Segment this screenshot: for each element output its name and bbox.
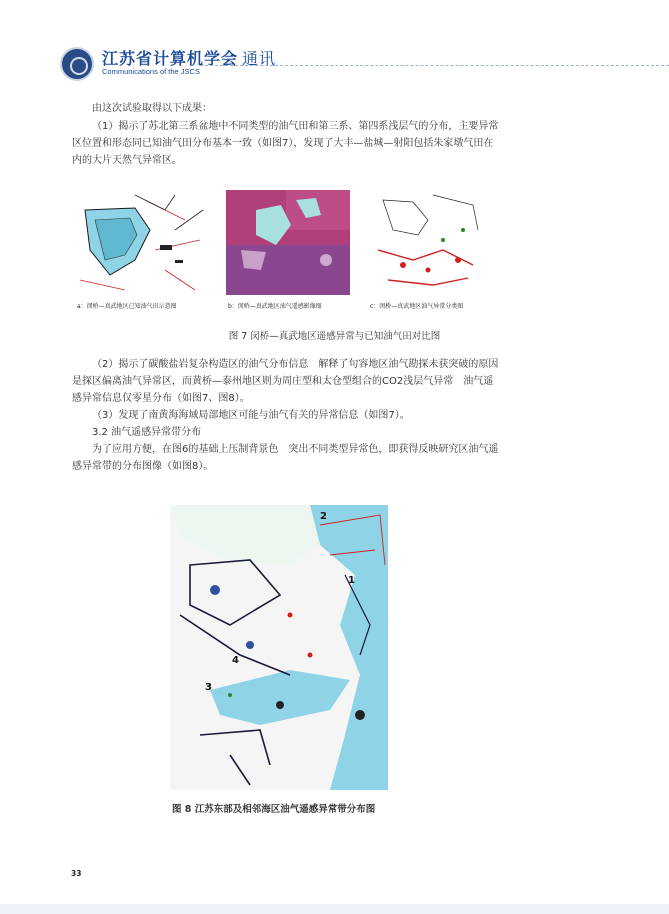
journal-title-en: Communications of the JSCS bbox=[102, 67, 200, 76]
zone-label-4: 4 bbox=[232, 655, 239, 666]
figure7-caption: 图 7 闵桥—真武地区遥感异常与已知油气田对比图 bbox=[228, 331, 441, 342]
figure7-map-c bbox=[373, 190, 485, 295]
figure8-caption: 图 8 江苏东部及相邻海区油气遥感异常带分布图 bbox=[172, 804, 376, 815]
zone-label-3: 3 bbox=[205, 682, 212, 693]
section-heading: 3.2 油气遥感异常带分布 bbox=[92, 427, 202, 438]
figure7-subcaption-b: b：闵桥—真武地区油气遥感影像图 bbox=[228, 303, 322, 310]
zone-label-2: 2 bbox=[320, 511, 327, 522]
society-seal-icon bbox=[60, 47, 94, 81]
header-divider bbox=[200, 65, 669, 66]
page-header bbox=[0, 0, 669, 90]
figure7-subcaption-a: a：闵桥—真武地区已知油气田示意图 bbox=[77, 303, 177, 310]
figure7-panel-c bbox=[373, 190, 485, 295]
figure7-map-a bbox=[75, 190, 205, 295]
figure7-panel-b bbox=[226, 190, 350, 295]
paragraph-result-3: （3）发现了南黄海海域局部地区可能与油气有关的异常信息（如图7）。 bbox=[92, 410, 410, 421]
figure7-panel-a bbox=[75, 190, 205, 295]
journal-title-suffix: 通讯 bbox=[242, 49, 277, 68]
paragraph-method: 为了应用方便，在图6的基础上压制背景色 突出不同类型异常色，即获得反映研究区油气遥感异常带的分布图像（如图8）。 bbox=[72, 444, 499, 472]
page-number: 33 bbox=[71, 869, 82, 878]
paragraph-result-2: （2）揭示了碳酸盐岩复杂构造区的油气分布信息 解释了句容地区油气勘探未获突破的原因是探区偏离油气异常区，而黄桥—泰州地区则为周庄型和太仓型组合的CO2浅层气异常 油气遥感异常信息仅零星分布（如图7、图8）。 bbox=[72, 359, 499, 404]
figure8-map bbox=[170, 505, 388, 790]
figure7-subcaption-c: c：闵桥—真武地区油气异常分类图 bbox=[370, 303, 464, 310]
figure8-anomaly-map bbox=[170, 505, 388, 790]
figure7-map-b bbox=[226, 190, 350, 295]
paragraph-result-1: （1）揭示了苏北第三系盆地中不同类型的油气田和第三系、第四系浅层气的分布，主要异常区位置和形态同已知油气田分布基本一致（如图7），发现了大丰—盐城—射阳包括朱家墩气田在内的大片天然气异常区。 bbox=[72, 121, 499, 166]
footer-band bbox=[0, 904, 669, 914]
zone-label-1: 1 bbox=[348, 575, 355, 586]
journal-title-cn: 江苏省计算机学会 bbox=[102, 49, 239, 68]
paragraph-intro: 由这次试验取得以下成果： bbox=[92, 103, 212, 114]
